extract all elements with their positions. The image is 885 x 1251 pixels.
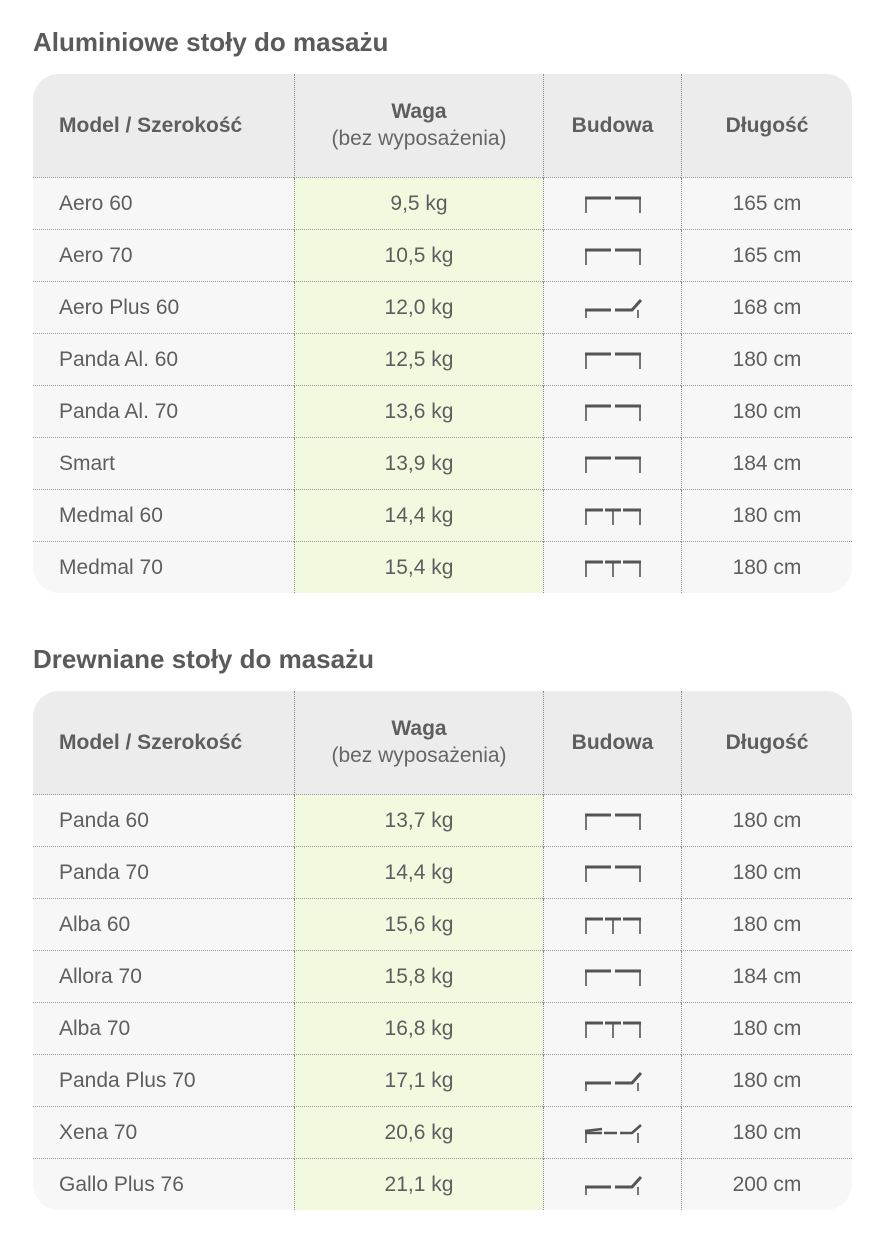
table-row <box>33 230 852 282</box>
section-title: Drewniane stoły do masażu <box>33 644 374 674</box>
build-cell <box>543 795 681 847</box>
weight-cell: 12,0 kg <box>294 282 543 334</box>
model-cell: Gallo Plus 76 <box>59 1172 184 1196</box>
table-row <box>33 1055 852 1107</box>
table-row <box>33 542 852 593</box>
length-cell: 165 cm <box>681 230 852 282</box>
model-cell: Smart <box>33 438 294 490</box>
weight-cell: 17,1 kg <box>294 1055 543 1107</box>
table-row <box>33 951 852 1003</box>
model-cell: Alba 60 <box>33 899 294 951</box>
adjustable-multi-section-icon <box>582 1122 644 1144</box>
table-row <box>33 282 852 334</box>
header-waga-sub: (bez wyposażenia) <box>331 127 507 150</box>
table-row <box>33 847 852 899</box>
model-cell: Panda Al. 70 <box>33 386 294 438</box>
flat-3-section-icon <box>582 1018 644 1040</box>
weight-cell: 9,5 kg <box>294 178 543 230</box>
length-cell: 165 cm <box>681 178 852 230</box>
length-cell: 180 cm <box>681 334 852 386</box>
wooden-section <box>33 639 852 1210</box>
header-waga <box>294 691 543 795</box>
flat-2-section-icon <box>582 966 644 988</box>
header-model: Model / Szerokość <box>33 74 294 178</box>
2-section-raised-back-icon <box>582 297 644 319</box>
flat-2-section-icon <box>582 349 644 371</box>
length-cell: 180 cm <box>681 542 852 593</box>
section-title: Aluminiowe stoły do masażu <box>33 27 389 57</box>
model-cell: Panda 70 <box>33 847 294 899</box>
length-cell: 200 cm <box>681 1159 852 1210</box>
model-cell: Medmal 60 <box>33 490 294 542</box>
build-cell <box>543 847 681 899</box>
2-section-raised-back-icon <box>582 1174 644 1196</box>
header-dlugosc: Długość <box>681 74 852 178</box>
flat-3-section-icon <box>582 557 644 579</box>
weight-cell: 15,6 kg <box>294 899 543 951</box>
flat-2-section-icon <box>582 810 644 832</box>
table-row <box>33 1159 852 1210</box>
model-cell: Allora 70 <box>33 951 294 1003</box>
flat-2-section-icon <box>582 193 644 215</box>
model-cell: Xena 70 <box>33 1107 294 1159</box>
model-cell: Panda 60 <box>33 795 294 847</box>
weight-cell: 20,6 kg <box>294 1107 543 1159</box>
length-cell: 180 cm <box>681 899 852 951</box>
length-cell: 180 cm <box>681 490 852 542</box>
weight-cell: 21,1 kg <box>294 1159 543 1210</box>
model-cell: Aero Plus 60 <box>33 282 294 334</box>
weight-cell: 14,4 kg <box>294 490 543 542</box>
build-cell <box>543 951 681 1003</box>
weight-cell: 13,7 kg <box>294 795 543 847</box>
model-cell: Alba 70 <box>33 1003 294 1055</box>
header-waga <box>294 74 543 178</box>
header-waga-label: Waga <box>391 717 447 740</box>
flat-2-section-icon <box>582 245 644 267</box>
table-row <box>33 1003 852 1055</box>
flat-2-section-icon <box>582 453 644 475</box>
build-cell <box>543 1107 681 1159</box>
flat-2-section-icon <box>582 401 644 423</box>
weight-cell: 13,9 kg <box>294 438 543 490</box>
model-cell: Aero 70 <box>33 230 294 282</box>
header-row <box>33 691 852 795</box>
build-cell <box>543 899 681 951</box>
aluminium-table <box>33 74 852 593</box>
model-cell: Medmal 70 <box>59 555 163 579</box>
length-cell: 180 cm <box>681 1055 852 1107</box>
table-row <box>33 1107 852 1159</box>
build-cell <box>543 230 681 282</box>
weight-cell: 10,5 kg <box>294 230 543 282</box>
model-cell: Panda Plus 70 <box>33 1055 294 1107</box>
build-cell <box>543 490 681 542</box>
header-budowa: Budowa <box>543 74 681 178</box>
table-row <box>33 334 852 386</box>
build-cell <box>543 282 681 334</box>
weight-cell: 14,4 kg <box>294 847 543 899</box>
model-cell: Panda Al. 60 <box>33 334 294 386</box>
model-cell: Aero 60 <box>33 178 294 230</box>
table-row <box>33 795 852 847</box>
weight-cell: 15,4 kg <box>294 542 543 593</box>
header-budowa: Budowa <box>543 691 681 795</box>
length-cell: 180 cm <box>681 386 852 438</box>
2-section-raised-back-icon <box>582 1070 644 1092</box>
build-cell <box>543 438 681 490</box>
header-waga-label: Waga <box>391 100 447 123</box>
header-dlugosc: Długość <box>681 691 852 795</box>
length-cell: 184 cm <box>681 438 852 490</box>
build-cell <box>543 1055 681 1107</box>
build-cell <box>543 178 681 230</box>
table-row <box>33 178 852 230</box>
build-cell <box>543 542 681 593</box>
header-model: Model / Szerokość <box>33 691 294 795</box>
flat-3-section-icon <box>582 505 644 527</box>
table-row <box>33 438 852 490</box>
length-cell: 168 cm <box>681 282 852 334</box>
table-row <box>33 899 852 951</box>
table-row <box>33 490 852 542</box>
length-cell: 180 cm <box>681 1107 852 1159</box>
weight-cell: 16,8 kg <box>294 1003 543 1055</box>
aluminium-section <box>33 22 852 593</box>
weight-cell: 13,6 kg <box>294 386 543 438</box>
wooden-table <box>33 691 852 1210</box>
build-cell <box>543 1159 681 1210</box>
length-cell: 180 cm <box>681 795 852 847</box>
table-row <box>33 386 852 438</box>
build-cell <box>543 1003 681 1055</box>
flat-2-section-icon <box>582 862 644 884</box>
length-cell: 180 cm <box>681 847 852 899</box>
weight-cell: 15,8 kg <box>294 951 543 1003</box>
flat-3-section-icon <box>582 914 644 936</box>
header-row <box>33 74 852 178</box>
length-cell: 184 cm <box>681 951 852 1003</box>
header-waga-sub: (bez wyposażenia) <box>331 744 507 767</box>
build-cell <box>543 334 681 386</box>
weight-cell: 12,5 kg <box>294 334 543 386</box>
build-cell <box>543 386 681 438</box>
length-cell: 180 cm <box>681 1003 852 1055</box>
